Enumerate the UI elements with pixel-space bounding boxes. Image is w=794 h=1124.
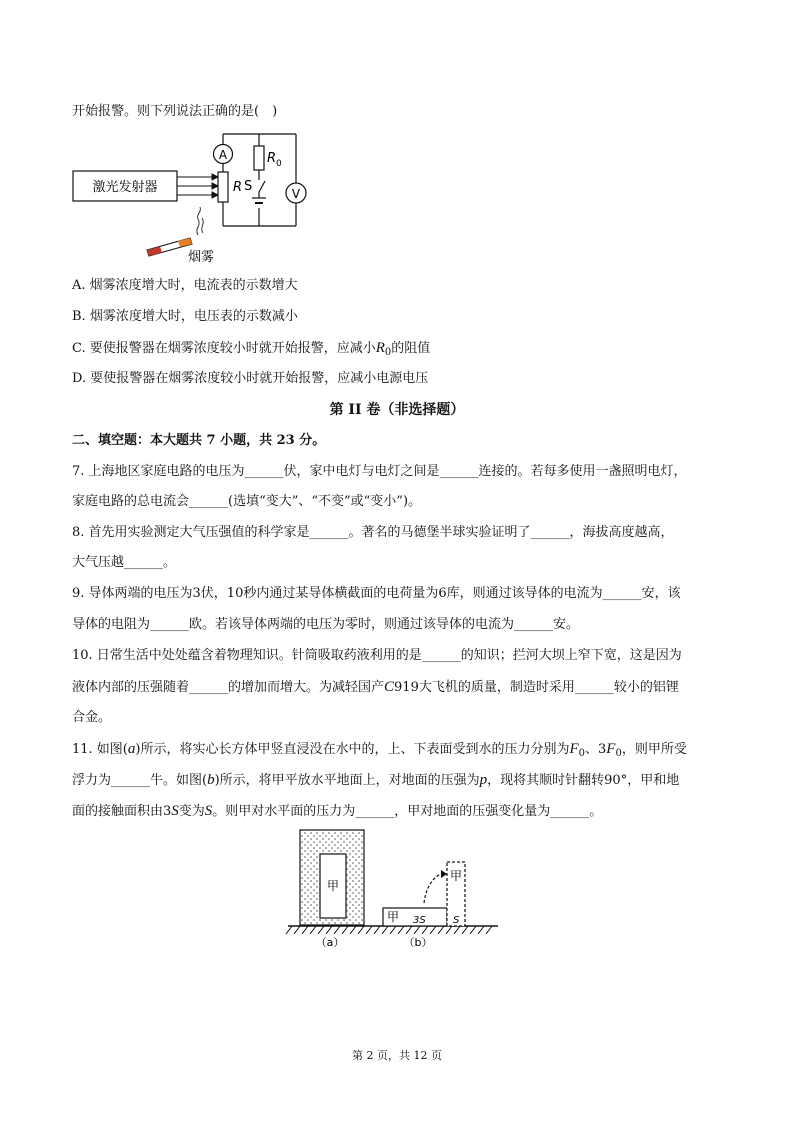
smoke-icon — [197, 207, 201, 235]
resistor-r0-label: R — [267, 151, 277, 166]
block-jia-label-b: 甲 — [386, 910, 400, 924]
question-7-line-2: 家庭电路的总电流会______(选填“变大”、“不变”或“变小”)。 — [72, 494, 422, 509]
question-10-line-2: 液体内部的压强随着______的增加而增大。为减轻国产C919大飞机的质量，制造时采用______较小的铝锂 — [72, 679, 679, 695]
area-s-label: S — [453, 915, 460, 926]
smoke-label: 烟雾 — [188, 250, 215, 265]
question-11-line-3: 面的接触面积由3S变为S。则甲对水平面的压力为______，甲对地面的压强变化量为______。 — [72, 803, 603, 819]
caption-b: （b） — [403, 936, 433, 949]
resistor-r0 — [254, 146, 264, 170]
option-a: A. 烟雾浓度增大时，电流表的示数增大 — [72, 278, 298, 293]
rotation-arrow-icon — [424, 874, 441, 903]
section-title: 第 II 卷（非选择题） — [329, 402, 465, 418]
caption-a: （a） — [315, 936, 345, 949]
area-3s-label: 3S — [413, 915, 426, 926]
laser-beam-arrows — [177, 174, 218, 198]
figure-ab — [282, 826, 504, 954]
cigarette-icon — [147, 238, 192, 256]
switch-label: S — [244, 179, 253, 194]
option-b: B. 烟雾浓度增大时，电压表的示数减小 — [72, 309, 298, 324]
laser-emitter-label: 激光发射器 — [92, 180, 158, 195]
voltmeter-label: V — [291, 187, 301, 201]
photoresistor-r — [218, 172, 228, 202]
question-11-line-2: 浮力为______牛。如图(b)所示，将甲平放水平地面上，对地面的压强为p，现将其顺时针翻转90°，甲和地 — [72, 772, 680, 788]
question-stem-end: 开始报警。则下列说法正确的是( ) — [72, 104, 278, 119]
question-8-line-2: 大气压越______。 — [72, 555, 177, 570]
resistor-r0-sub: 0 — [276, 159, 282, 169]
block-jia-label-a: 甲 — [326, 879, 340, 893]
option-c: C. 要使报警器在烟雾浓度较小时就开始报警，应减小$R_0$的阻值 — [72, 340, 431, 358]
block-jia-label-c: 甲 — [449, 869, 463, 883]
circuit-diagram — [70, 128, 310, 266]
question-9-line-1: 9. 导体两端的电压为3伏，10秒内通过某导体横截面的电荷量为6库，则通过该导体的电流为______安，该 — [72, 586, 681, 601]
question-7-line-1: 7. 上海地区家庭电路的电压为______伏，家中电灯与电灯之间是______连接的。若每多使用一盏照明电灯， — [72, 464, 687, 479]
switch-icon — [259, 181, 265, 192]
ground-hatch — [286, 926, 492, 934]
section-header: 二、填空题：本大题共 7 小题，共 23 分。 — [72, 433, 326, 448]
resistor-r-label: R — [233, 180, 243, 195]
ammeter-label: A — [218, 148, 228, 162]
page-footer: 第 2 页，共 12 页 — [352, 1049, 442, 1062]
question-10-line-1: 10. 日常生活中处处蕴含着物理知识。针筒吸取药液利用的是______的知识；拦河大坝上窄下宽，这是因为 — [72, 648, 682, 663]
question-9-line-2: 导体的电阻为______欧。若该导体两端的电压为零时，则通过该导体的电流为______安。 — [72, 617, 580, 632]
question-10-line-3: 合金。 — [72, 710, 112, 725]
question-8-line-1: 8. 首先用实验测定大气压强值的科学家是______。著名的马德堡半球实验证明了______，海拔高度越高， — [72, 525, 674, 540]
option-d: D. 要使报警器在烟雾浓度较小时就开始报警，应减小电源电压 — [72, 371, 429, 386]
question-11-line-1: 11. 如图(a)所示，将实心长方体甲竖直浸没在水中的，上、下表面受到水的压力分别为$F_0$、$3F_0$，则甲所受 — [72, 741, 687, 759]
